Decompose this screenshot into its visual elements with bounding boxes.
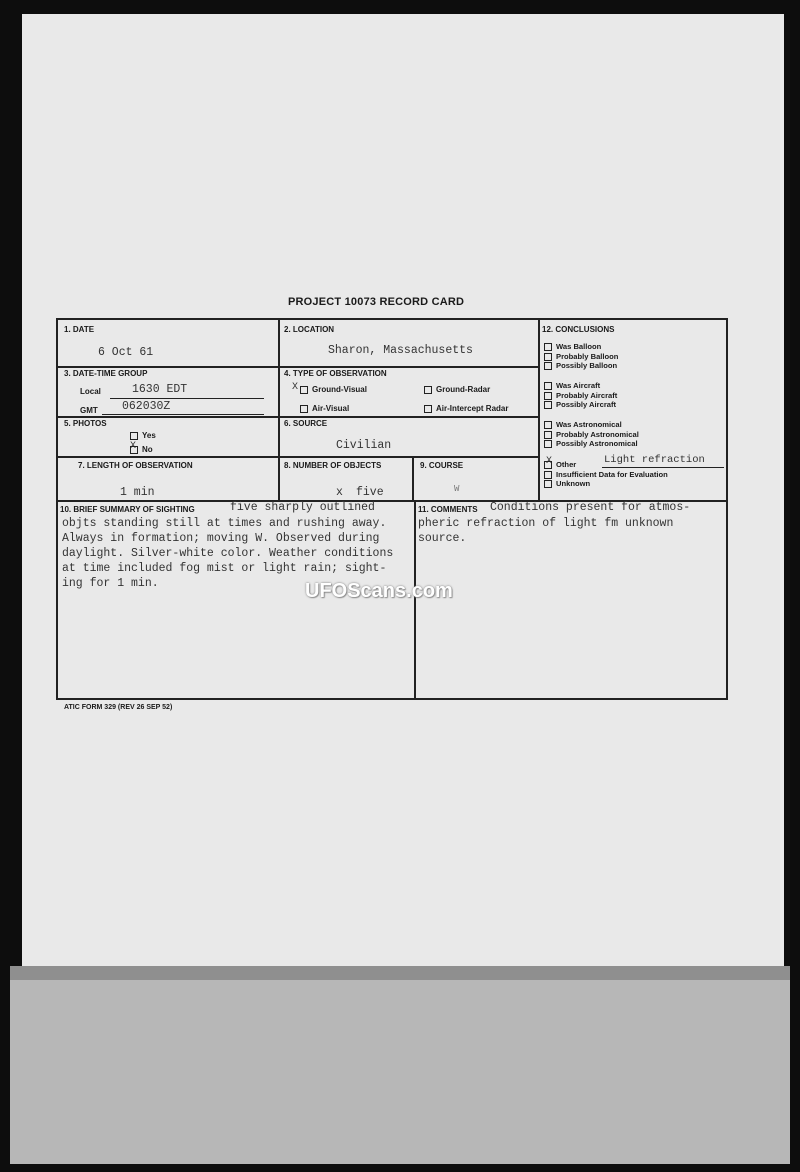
objects-label: 8. NUMBER OF OBJECTS <box>284 461 382 470</box>
checkbox-icon <box>544 392 552 400</box>
conclusion-text: Possibly Astronomical <box>556 439 638 448</box>
conclusion-text: Probably Aircraft <box>556 390 618 400</box>
checkbox-icon <box>544 431 552 439</box>
checkbox-icon <box>130 432 138 440</box>
other-underline <box>602 467 724 468</box>
conclusion-text: Was Aircraft <box>556 381 601 390</box>
ground-radar-option[interactable] <box>424 385 490 394</box>
conclusion-option[interactable] <box>544 381 617 391</box>
checkbox-icon <box>544 401 552 409</box>
conclusion-option[interactable] <box>544 352 618 362</box>
gmt-label: GMT <box>80 406 98 415</box>
form-number: ATIC FORM 329 (REV 26 SEP 52) <box>64 704 173 711</box>
conclusion-option[interactable] <box>544 361 618 371</box>
conclusions-group-aircraft <box>544 381 617 410</box>
type-label: 4. TYPE OF OBSERVATION <box>284 369 387 378</box>
ground-visual-option[interactable] <box>300 385 367 394</box>
summary-first-line: five sharply outlined <box>230 501 375 514</box>
divider <box>538 320 540 500</box>
background-page-below <box>10 968 790 1164</box>
insufficient-text: Insufficient Data for Evaluation <box>556 469 668 479</box>
photos-yes-text: Yes <box>142 431 156 440</box>
checkbox-icon <box>300 405 308 413</box>
checkbox-icon <box>544 480 552 488</box>
ground-visual-mark: X <box>292 382 299 393</box>
date-label: 1. DATE <box>64 325 95 334</box>
other-value: Light refraction <box>604 454 705 466</box>
unknown-text: Unknown <box>556 479 591 488</box>
checkbox-icon <box>544 353 552 361</box>
divider <box>58 456 540 458</box>
comments-first-line: Conditions present for atmos- <box>490 501 691 514</box>
checkbox-icon <box>300 386 308 394</box>
comments-label: 11. COMMENTS <box>418 505 478 514</box>
conclusions-group-astronomical <box>544 420 639 449</box>
page-edge-shadow <box>10 966 790 980</box>
location-value: Sharon, Massachusetts <box>328 344 473 357</box>
local-value: 1630 EDT <box>132 383 188 396</box>
conclusion-text: Was Astronomical <box>556 420 622 429</box>
checkbox-icon <box>544 362 552 370</box>
checkbox-icon <box>544 343 552 351</box>
conclusion-text: Was Balloon <box>556 342 602 351</box>
conclusion-option[interactable] <box>544 420 639 430</box>
local-underline <box>110 398 264 399</box>
divider <box>58 416 540 418</box>
length-value: 1 min <box>120 486 155 499</box>
air-intercept-text: Air-Intercept Radar <box>436 404 509 413</box>
objects-value: five <box>356 486 384 499</box>
ground-visual-text: Ground-Visual <box>312 385 367 394</box>
conclusions-label: 12. CONCLUSIONS <box>542 325 615 334</box>
divider <box>278 320 280 500</box>
gmt-value: 062030Z <box>122 400 171 413</box>
datetime-label: 3. DATE-TIME GROUP <box>64 369 148 378</box>
course-label: 9. COURSE <box>420 461 464 470</box>
photos-no-mark: X <box>130 441 137 452</box>
gmt-underline <box>102 414 264 415</box>
air-visual-option[interactable] <box>300 404 349 413</box>
card-title: PROJECT 10073 RECORD CARD <box>288 296 465 308</box>
record-card <box>56 318 728 700</box>
length-label: 7. LENGTH OF OBSERVATION <box>78 461 193 470</box>
watermark: UFOScans.com <box>305 580 453 602</box>
local-label: Local <box>80 387 101 396</box>
course-value: W <box>454 484 460 494</box>
comments-text: pheric refraction of light fm unknown source. <box>418 517 674 545</box>
air-intercept-option[interactable] <box>424 404 508 413</box>
conclusion-text: Probably Astronomical <box>556 429 639 439</box>
photos-yes-option[interactable] <box>130 431 156 440</box>
conclusion-option[interactable] <box>544 400 617 410</box>
checkbox-icon <box>544 382 552 390</box>
checkbox-icon <box>424 386 432 394</box>
source-label: 6. SOURCE <box>284 419 328 428</box>
conclusion-text: Probably Balloon <box>556 351 619 361</box>
photos-no-text: No <box>142 445 153 454</box>
ground-radar-text: Ground-Radar <box>436 385 491 394</box>
conclusion-option[interactable] <box>544 439 639 449</box>
photos-label: 5. PHOTOS <box>64 419 107 428</box>
checkbox-icon <box>544 421 552 429</box>
other-text: Other <box>556 460 577 469</box>
insufficient-option[interactable] <box>544 470 668 480</box>
summary-label: 10. BRIEF SUMMARY OF SIGHTING <box>60 505 195 514</box>
source-value: Civilian <box>336 439 392 452</box>
photos-no-option[interactable] <box>130 445 153 454</box>
checkbox-icon <box>424 405 432 413</box>
other-mark: X <box>546 456 553 467</box>
checkbox-icon <box>544 471 552 479</box>
unknown-option[interactable] <box>544 479 668 489</box>
conclusion-option[interactable] <box>544 430 639 440</box>
conclusion-text: Possibly Aircraft <box>556 400 617 409</box>
date-value: 6 Oct 61 <box>98 346 154 359</box>
divider <box>58 366 540 368</box>
objects-mark: x <box>336 486 343 499</box>
conclusions-group-balloon <box>544 342 618 371</box>
checkbox-icon <box>130 446 138 454</box>
conclusion-option[interactable] <box>544 391 617 401</box>
checkbox-icon <box>544 461 552 469</box>
conclusion-option[interactable] <box>544 342 618 352</box>
air-visual-text: Air-Visual <box>312 404 350 413</box>
summary-text: objts standing still at times and rushing away. Always in formation; moving W. Observed during daylight. Silver-white color. Weather conditions at time included fog mist or light rain; sight- ing for 1 min. <box>62 517 394 590</box>
location-label: 2. LOCATION <box>284 325 335 334</box>
divider <box>412 456 414 500</box>
checkbox-icon <box>544 440 552 448</box>
conclusion-text: Possibly Balloon <box>556 361 618 370</box>
